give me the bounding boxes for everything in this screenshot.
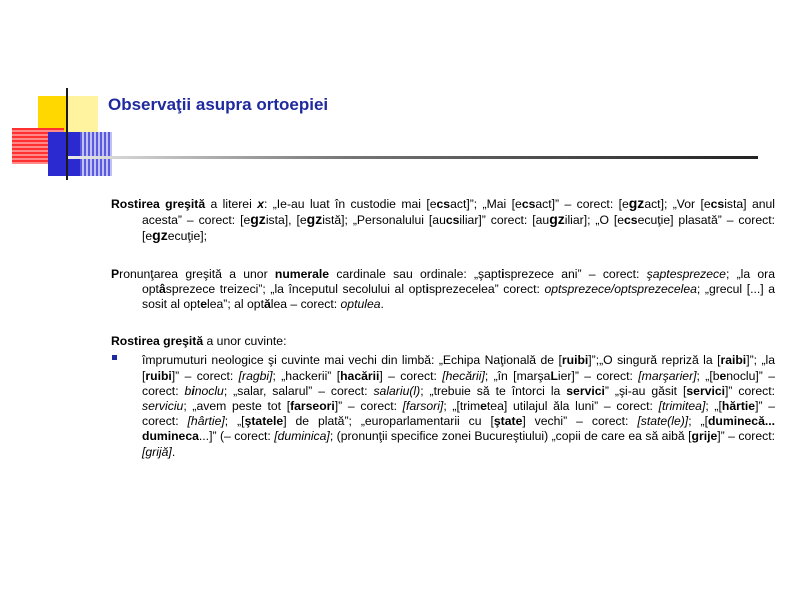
text-span: ; „grecul [...] a sosit al opt [142, 281, 775, 312]
paragraph-x-pronunciation [111, 196, 775, 245]
emph-letter: i [191, 383, 195, 398]
text-span: . [171, 444, 176, 459]
emph-numerale: numerale [274, 266, 330, 281]
text-span: ]” corect: [725, 383, 776, 398]
emph-letter: e [719, 368, 727, 383]
emph-letter: i [425, 281, 429, 296]
text-span: ; „[ [705, 399, 722, 414]
text-span: ]”; „la [ [142, 353, 776, 383]
correct-form: [hecării] [442, 368, 485, 383]
text-span: ]” – corect: [171, 368, 239, 383]
text-span: a literei [205, 197, 258, 211]
text-span: ecuţie]; [167, 229, 208, 244]
correct-form: [trimitea] [658, 399, 706, 414]
emph-letter: â [158, 281, 166, 296]
text-span: ]” – corect: [142, 399, 775, 429]
logo-yellow-block [38, 96, 68, 132]
logo-light-blue-block [80, 132, 112, 176]
text-span: ; „la ora opt [142, 266, 776, 296]
spacer [111, 312, 775, 334]
text-span: iliar]” corect: [au [459, 213, 550, 228]
text-span: ; „[trim [443, 399, 481, 414]
emph-letter: L [550, 368, 558, 383]
slide-title: Observaţii asupra ortoepiei [108, 95, 329, 114]
text-span: act]; „Vor [e [644, 197, 711, 211]
correct-form: [hârtie] [187, 414, 225, 429]
emph-word: hacării [340, 368, 380, 383]
text-span: sprezece ani” – corect: [504, 266, 647, 281]
emph-cs: cs [445, 213, 460, 228]
emph-word: servici [566, 383, 605, 398]
correct-form: [grijă] [142, 444, 172, 459]
correct-form: optsprezece/optsprezecelea [544, 281, 697, 296]
correct-form: serviciu [142, 399, 184, 414]
text-span: cardinale sau ordinale: „şapt [329, 266, 502, 281]
text-span: ...]” (– corect: [198, 429, 275, 444]
correct-form: [farsori] [402, 399, 444, 414]
emph-word: grije [691, 429, 718, 444]
emph-word: raibi [720, 353, 747, 368]
text-span: act]” – corect: [e [535, 197, 629, 211]
correct-form: [marşarier] [638, 368, 697, 383]
emph-letter: e [480, 399, 487, 414]
text-span: ] de plată”; „europarlamentarii cu [ [283, 414, 494, 429]
emph-word: ruibi [561, 353, 589, 368]
paragraph-numerals [111, 267, 775, 313]
text-span: tea] utilajul ăla luni” – corect: [486, 399, 659, 414]
text-span: ; „în [marşa [484, 368, 551, 383]
text-span: a unor cuvinte: [203, 334, 287, 349]
slide-content [111, 196, 775, 460]
emph-cs: cs [624, 213, 638, 228]
text-span: : „Ie-au luat în custodie mai [e [263, 197, 437, 211]
emph-cs: cs [436, 197, 451, 211]
title-divider [68, 156, 758, 159]
emph-gz: gz [152, 227, 168, 244]
text-span: ; „[ [688, 414, 708, 429]
emph-word: ştatele [244, 414, 284, 429]
correct-form: optulea [340, 297, 381, 312]
paragraph-words-header [111, 334, 775, 349]
text-span: ] – corect: [379, 368, 443, 383]
square-bullet-icon [112, 355, 117, 360]
text-span: noclu]” – corect: [142, 368, 775, 398]
logo-vertical-line [66, 88, 68, 180]
correct-form: b [184, 383, 192, 398]
text-span: ecuţie] plasată” – corect: [e [142, 213, 775, 244]
text-span: ronunţarea greşită a unor [119, 266, 275, 281]
emph-gz: gz [306, 211, 323, 228]
text-span: ]” – corect: [717, 429, 775, 444]
emph-word: ruibi [145, 368, 172, 383]
text-span: ] vechi” – corect: [522, 414, 638, 429]
decorative-logo [0, 0, 120, 180]
emph-letter: i [501, 266, 505, 281]
emph-word: ştate [493, 414, 523, 429]
text-span: ista], [e [265, 213, 307, 228]
text-span: împrumuturi neologice şi cuvinte mai vechi din limbă: „Echipa Naţională de [ [142, 353, 562, 368]
emph-cs: cs [710, 197, 725, 211]
correct-form: [state(le)] [637, 414, 689, 429]
correct-form: [ragbi] [238, 368, 273, 383]
emph-cs: cs [521, 197, 536, 211]
text-span: ; „[ [224, 414, 245, 429]
emph-letter: ă [263, 297, 271, 312]
text-span: iliar]; „O [e [564, 213, 625, 228]
spacer [111, 245, 775, 267]
logo-blue-block [48, 132, 80, 176]
correct-form: [duminica] [274, 429, 330, 444]
emph-word: farseori [290, 399, 335, 414]
text-span: ; (pronunţii specifice zonei Bucureştiului) „copii de care ea să aibă [ [329, 429, 692, 444]
text-span: ista] anul acesta” – corect: [e [142, 197, 775, 228]
text-span: ; „salar, salarul” – corect: [223, 383, 374, 398]
emph-gz: gz [250, 211, 266, 228]
text-span: . [380, 297, 384, 312]
text-span: ; „hackerii” [ [272, 368, 341, 383]
emph-word: duminecă... dumineca [142, 414, 776, 444]
text-span: ier]” – corect: [557, 368, 639, 383]
correct-form: şaptesprezece [646, 266, 726, 281]
correct-form: noclu [194, 383, 224, 398]
emph-letter: e [200, 297, 208, 312]
list-item [111, 353, 775, 459]
text-span: istă]; „Personalului [au [322, 213, 446, 228]
emph-word: hărtie [721, 399, 756, 414]
text-span: ; „avem peste tot [ [183, 399, 291, 414]
emph-gz: gz [549, 211, 565, 228]
text-span: ; „[b [696, 368, 720, 383]
paragraph-lead: Rostirea greşită [111, 334, 204, 349]
text-span: ]” – corect: [334, 399, 403, 414]
emph-gz: gz [628, 195, 645, 211]
text-span: ; „trebuie să te întorci la [420, 383, 567, 398]
text-span: ]”;„O singură repriză la [ [588, 353, 721, 368]
logo-light-yellow-block [68, 96, 98, 132]
text-span: lea”; al opt [207, 297, 264, 312]
letter-x: x [257, 197, 264, 211]
correct-form: salariu(l) [373, 383, 421, 398]
text-span: lea – corect: [270, 297, 341, 312]
emph-initial: P [111, 266, 120, 281]
emph-word: servici [686, 383, 726, 398]
text-span: ” „şi-au găsit [ [604, 383, 687, 398]
text-span: act]”; „Mai [e [450, 197, 522, 211]
text-span: sprezece treizeci”; „la începutul secolului al opt [165, 281, 426, 296]
text-span: sprezecelea” corect: [428, 281, 545, 296]
paragraph-lead: Rostirea greşită [111, 197, 206, 211]
